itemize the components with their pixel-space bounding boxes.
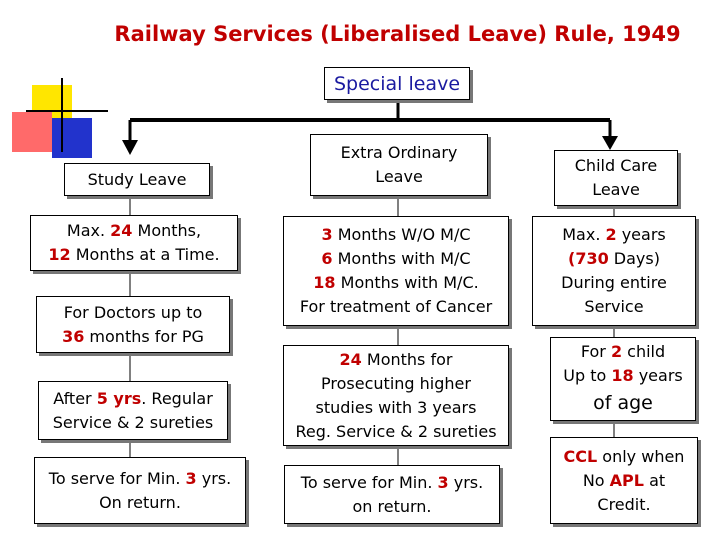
ccl-box-max-line4: Service: [584, 297, 644, 316]
eol-box-studies: [283, 345, 509, 446]
eol-box-months-line3: 18 Months with M/C.: [313, 273, 479, 292]
ccl-header: [554, 150, 678, 206]
eol-header: [310, 134, 488, 196]
root-label: Special leave: [333, 72, 461, 95]
eol-box-months-line1: 3 Months W/O M/C: [321, 225, 471, 244]
ccl-box-max-line1: Max. 2 years: [562, 225, 666, 244]
eol-box-studies-line1: 24 Months for: [339, 349, 453, 369]
ccl-box-max: [532, 216, 696, 326]
page-title: Railway Services (Liberalised Leave) Rule, 1949: [114, 22, 681, 46]
ccl-box-apl-line2: No APL at: [582, 470, 666, 490]
study-box-after-line1: After 5 yrs. Regular: [53, 388, 213, 408]
ccl-box-apl-line3: Credit.: [597, 494, 651, 514]
ccl-box-child: [550, 337, 696, 421]
study-box-max-line1: Max. 24 Months,: [66, 221, 202, 240]
eol-header-line2: Leave: [375, 167, 423, 186]
study-leave-header: [64, 163, 210, 196]
ccl-box-apl-line1: CCL only when: [563, 446, 685, 466]
ccl-arrow: [602, 136, 618, 150]
ccl-header-line1: Child Care: [574, 156, 658, 175]
ccl-box-child-line2: Up to 18 years: [563, 366, 683, 385]
study-box-doctors: [36, 296, 230, 353]
study-box-serve-line2: On return.: [99, 492, 181, 512]
eol-box-serve: [284, 465, 500, 524]
ccl-box-max-line2: (730 Days): [568, 249, 660, 268]
eol-box-months-line2: 6 Months with M/C: [321, 249, 471, 268]
eol-box-studies-line4: Reg. Service & 2 sureties: [295, 421, 497, 441]
eol-box-serve-line1: To serve for Min. 3 yrs.: [300, 472, 484, 492]
eol-box-studies-line2: Prosecuting higher: [321, 373, 471, 393]
root-special-leave: [324, 67, 470, 100]
study-leave-label: Study Leave: [87, 169, 187, 189]
ccl-box-child-line3: of age: [593, 392, 653, 414]
study-box-max-line2: 12 Months at a Time.: [48, 245, 220, 264]
study-box-doctors-line1: For Doctors up to: [63, 302, 203, 322]
study-box-doctors-line2: 36 months for PG: [62, 326, 204, 346]
ccl-header-line2: Leave: [592, 180, 640, 199]
ccl-box-apl: [550, 437, 698, 524]
study-box-serve-line1: To serve for Min. 3 yrs.: [48, 468, 232, 488]
ccl-box-max-line3: During entire: [561, 273, 667, 292]
study-box-max: [30, 215, 238, 271]
study-arrow: [122, 140, 138, 155]
study-box-serve: [34, 457, 246, 524]
eol-header-line1: Extra Ordinary: [340, 143, 458, 162]
ccl-box-child-line1: For 2 child: [580, 342, 666, 361]
eol-box-months: [283, 216, 509, 326]
eol-box-studies-line3: studies with 3 years: [315, 397, 477, 417]
study-box-after-line2: Service & 2 sureties: [52, 412, 214, 432]
eol-box-months-line4: For treatment of Cancer: [299, 297, 493, 316]
eol-box-serve-line2: on return.: [352, 496, 432, 516]
study-box-after: [38, 381, 228, 440]
